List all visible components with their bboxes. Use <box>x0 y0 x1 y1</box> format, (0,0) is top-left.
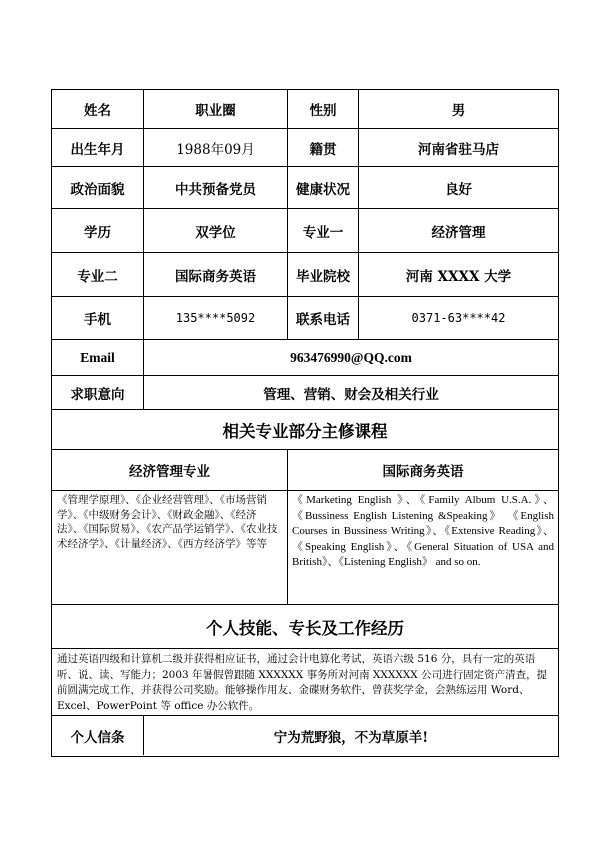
mobile-label: 手机 <box>84 312 111 328</box>
politics-label: 政治面貌 <box>70 181 125 198</box>
resume-table <box>51 89 559 757</box>
health-value: 良好 <box>358 167 558 208</box>
english-header: 国际商务英语 <box>287 450 558 490</box>
major1-value: 经济管理 <box>358 209 558 252</box>
motto-label: 个人信条 <box>70 729 125 746</box>
gender-value: 男 <box>358 90 558 128</box>
row-mobile-phone <box>52 297 558 340</box>
politics-value: 中共预备党员 <box>143 167 287 208</box>
skills-title-row <box>52 605 558 649</box>
major2-value: 国际商务英语 <box>143 253 287 296</box>
course-details-row <box>52 491 558 605</box>
row-name-gender <box>52 90 558 129</box>
row-motto <box>52 716 558 755</box>
native-value: 河南省驻马店 <box>358 129 558 166</box>
gender-label: 性别 <box>287 90 358 128</box>
education-value: 双学位 <box>143 209 287 252</box>
name-label: 姓名 <box>84 103 111 119</box>
econ-courses: 《管理学原理》、《企业经营管理》、《市场营销学》、《中级财务会计》、《财政金融》、《经济法》、《国际贸易》、《农产品学运销学》、《农业技术经济学》、《计量经济》、《西方经济学》等等 <box>57 494 278 550</box>
native-label: 籍贯 <box>287 129 358 166</box>
row-major2-school <box>52 253 558 297</box>
major2-label: 专业二 <box>77 268 118 285</box>
school-label: 毕业院校 <box>287 253 358 296</box>
row-politics-health <box>52 167 558 209</box>
birth-value: 1988年09月 <box>143 129 287 166</box>
phone-label: 联系电话 <box>287 297 358 339</box>
row-intent <box>52 376 558 410</box>
row-education-major1 <box>52 209 558 253</box>
school-value: 河南 XXXX 大学 <box>358 253 558 296</box>
email-value: 963476990@QQ.com <box>143 340 558 375</box>
health-label: 健康状况 <box>287 167 358 208</box>
row-birth-native <box>52 129 558 167</box>
english-courses: 《Marketing English 》、《Family Album U.S.A.》、《Bussiness English Listening &Speaking》 《English Courses in Bussiness Writing》、《Extensive Reading》、《Speaking English》、《General Situation of USA and British》、《Listening English》 and so on. <box>287 491 558 604</box>
motto-value: 宁为荒野狼，不为草原羊! <box>143 716 558 755</box>
name-value: 职业圈 <box>143 90 287 128</box>
courses-title: 相关专业部分主修课程 <box>222 421 388 441</box>
education-label: 学历 <box>84 224 111 241</box>
intent-value: 管理、营销、财会及相关行业 <box>143 376 558 409</box>
birth-label: 出生年月 <box>70 141 125 158</box>
phone-value: 0371-63****42 <box>358 297 558 339</box>
email-label: Email <box>80 349 115 365</box>
courses-title-row <box>52 410 558 450</box>
skills-title: 个人技能、专长及工作经历 <box>206 618 404 638</box>
mobile-value: 135****5092 <box>143 297 287 339</box>
intent-label: 求职意向 <box>70 386 125 403</box>
course-headers-row <box>52 450 558 491</box>
skills-text-row <box>52 649 558 716</box>
skills-text: 通过英语四级和计算机二级并获得相应证书，通过会计电算化考试，英语六级 516 分，具有一定的英语听、说、读、写能力；2003 年暑假曾跟随 XXXXXX 事务所对河南 XXXXXX 公司进行固定资产清查，提前圆满完成工作，并获得公司奖励。能够操作用友、金碟财务软件，曾获奖学金，会熟练运用 Word、Excel、PowerPoint 等 office 办公软件。 <box>57 653 548 712</box>
major1-label: 专业一 <box>287 209 358 252</box>
econ-header: 经济管理专业 <box>129 464 210 480</box>
row-email <box>52 340 558 376</box>
